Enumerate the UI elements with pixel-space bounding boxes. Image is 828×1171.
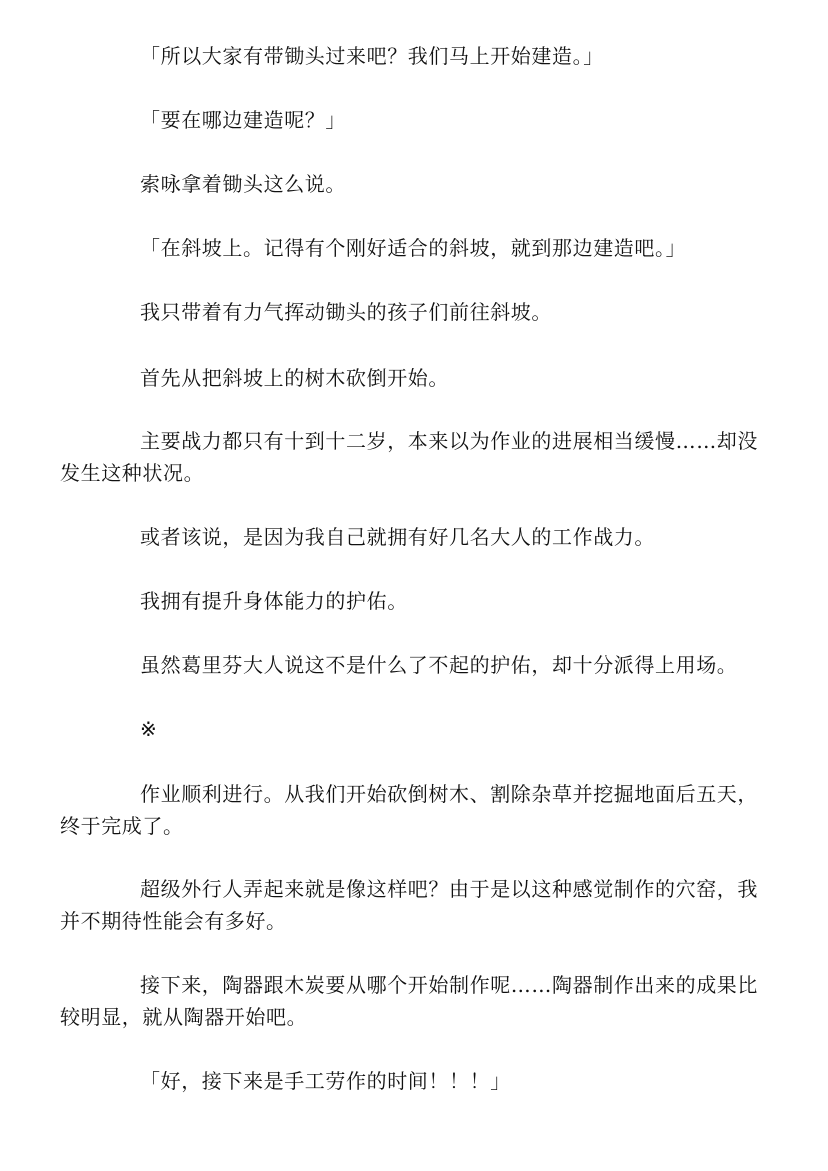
paragraph-7: 主要战力都只有十到十二岁，本来以为作业的进展相当缓慢……却没发生这种状况。 bbox=[60, 429, 758, 485]
paragraph-13: 接下来，陶器跟木炭要从哪个开始制作呢……陶器制作出来的成果比较明显，就从陶器开始吧。 bbox=[60, 973, 758, 1029]
paragraph-2: 「要在哪边建造呢？」 bbox=[140, 108, 346, 132]
paragraph-5: 我只带着有力气挥动锄头的孩子们前往斜坡。 bbox=[140, 300, 552, 324]
paragraph-9: 我拥有提升身体能力的护佑。 bbox=[140, 589, 408, 613]
section-break-mark: ※ bbox=[140, 717, 158, 741]
paragraph-6: 首先从把斜坡上的树木砍倒开始。 bbox=[140, 366, 449, 390]
paragraph-12: 超级外行人弄起来就是像这样吧？由于是以这种感觉制作的穴窑，我并不期待性能会有多好。 bbox=[60, 877, 758, 933]
paragraph-14: 「好，接下来是手工劳作的时间！！！」 bbox=[140, 1069, 511, 1093]
paragraph-3: 索咏拿着锄头这么说。 bbox=[140, 172, 346, 196]
paragraph-4: 「在斜坡上。记得有个刚好适合的斜坡，就到那边建造吧。」 bbox=[140, 236, 687, 260]
paragraph-10: 虽然葛里芬大人说这不是什么了不起的护佑，却十分派得上用场。 bbox=[140, 653, 738, 677]
paragraph-11: 作业顺利进行。从我们开始砍倒树木、割除杂草并挖掘地面后五天，终于完成了。 bbox=[60, 782, 758, 838]
paragraph-8: 或者该说，是因为我自己就拥有好几名大人的工作战力。 bbox=[140, 525, 655, 549]
paragraph-1: 「所以大家有带锄头过来吧？我们马上开始建造。」 bbox=[140, 44, 604, 68]
